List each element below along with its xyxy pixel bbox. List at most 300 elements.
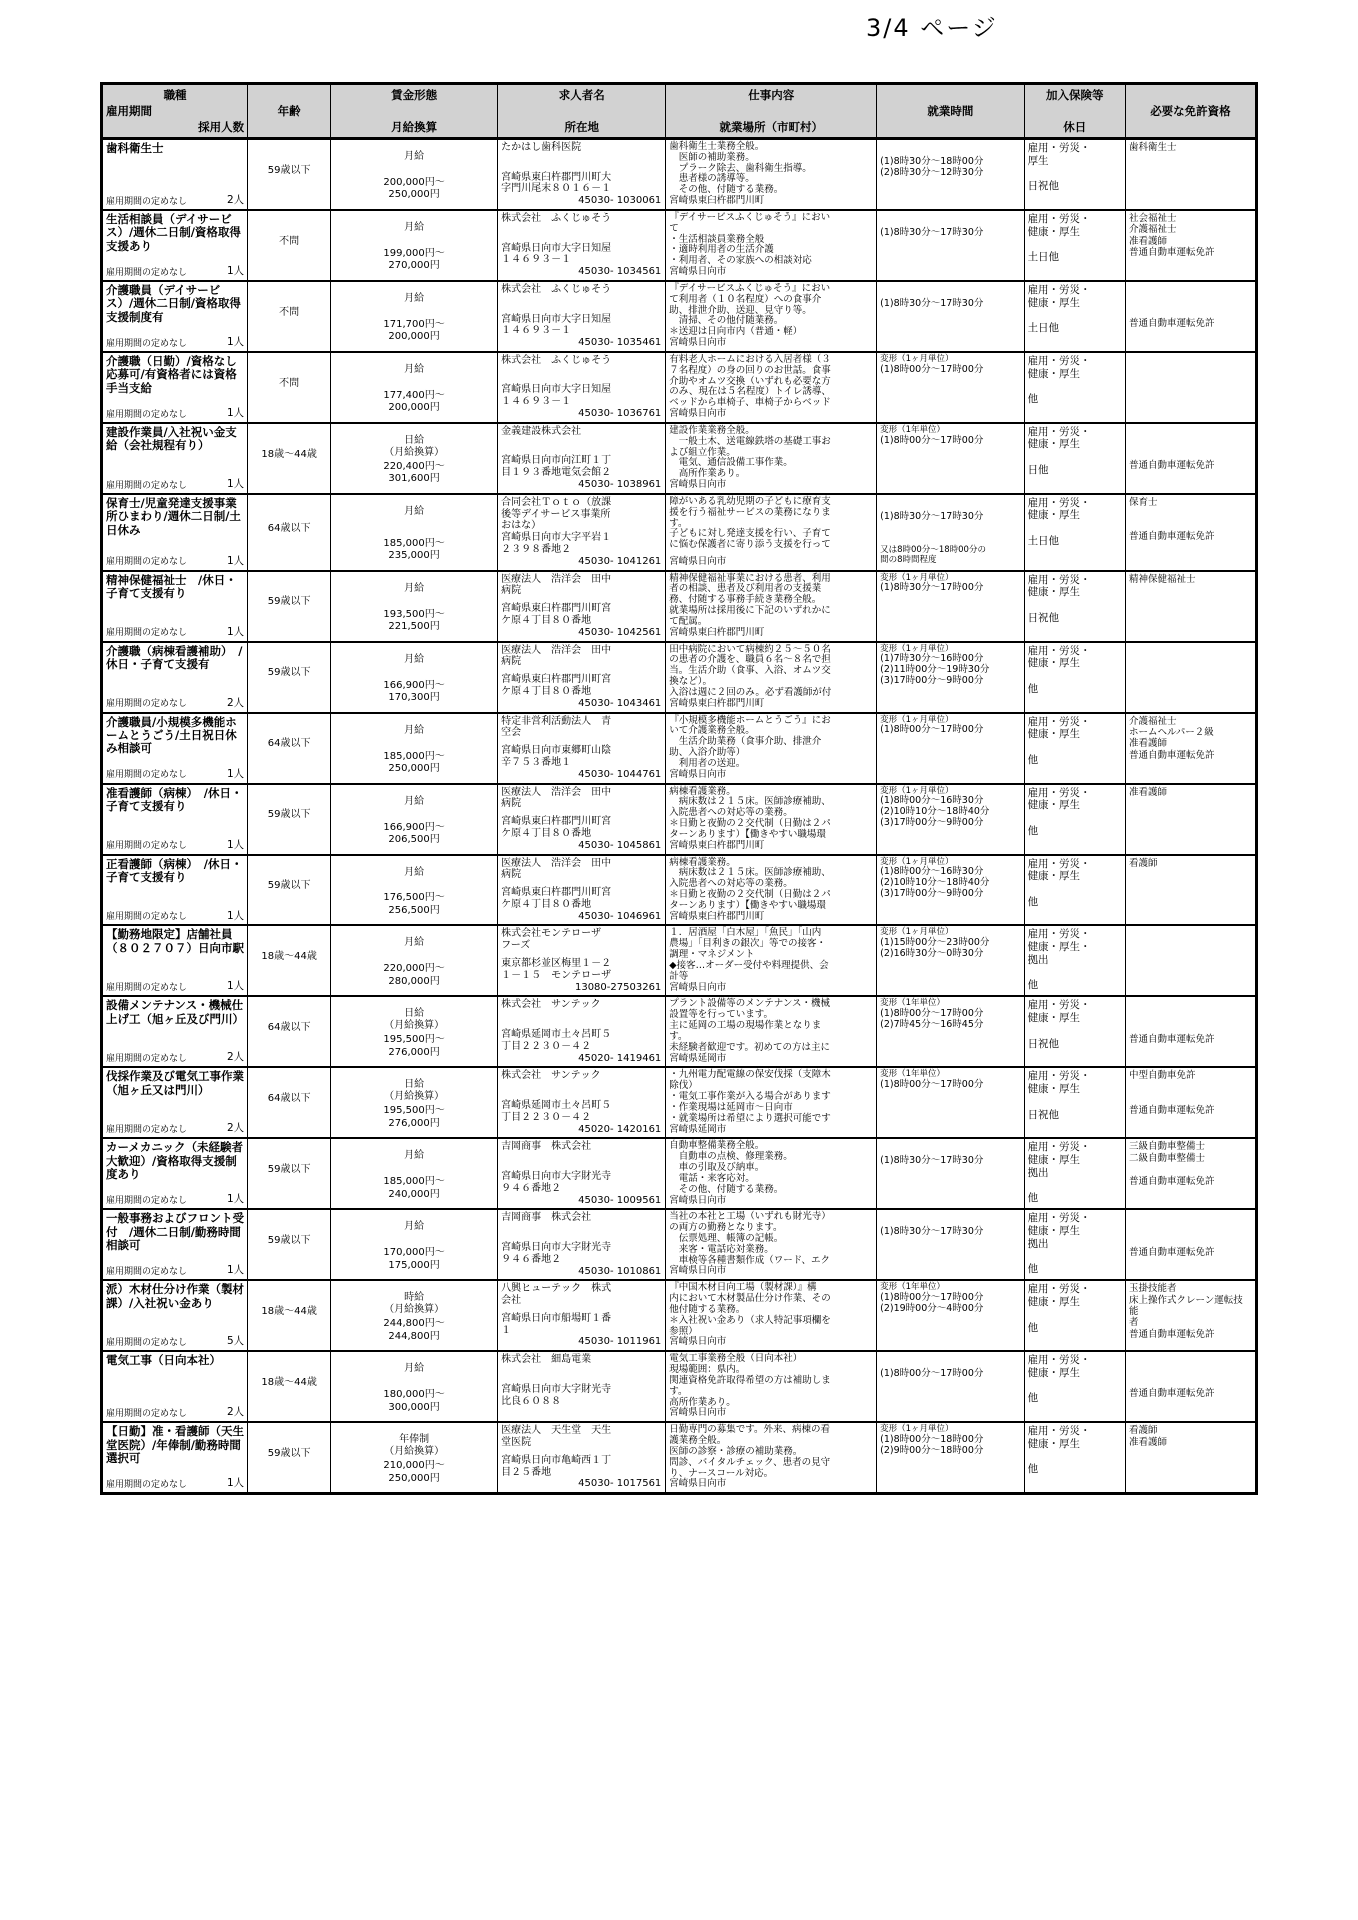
job-title: 【勤務地限定】店舗社員（８０２７０７）日向市駅 <box>106 927 244 955</box>
holiday: 土日他 <box>1027 535 1060 548</box>
hire-count: 5人 <box>226 1335 245 1348</box>
job-listing-code: 45030- 1017561 <box>578 1478 662 1490</box>
wage-form <box>404 937 424 949</box>
job-description-line: 来客・電話応対業務。 <box>669 1243 774 1255</box>
employer-cell <box>498 211 666 280</box>
employer-name-line: 株式会社 サンテック <box>501 1070 601 1082</box>
employer-name <box>501 1354 662 1366</box>
employment-period-row <box>106 556 244 568</box>
job-type-cell <box>103 1139 248 1208</box>
job-description-line: 換など）。 <box>669 676 713 688</box>
job-description-line: 生活介助業務（食事介助、排泄介 <box>669 736 822 748</box>
hours-schedule-type: 変形（1ヶ月単位） <box>880 572 954 583</box>
job-description-line: 『デイサービスふくじゅそう』におい <box>669 282 831 294</box>
job-type-cell <box>103 282 248 351</box>
job-description-line: ベッドから車椅子、車椅子からベッド <box>669 397 831 409</box>
employer-address-line: 宮崎県東臼杵郡門川町宮 <box>501 816 612 828</box>
age-value: 59歳以下 <box>267 164 311 176</box>
wage-form-line: 月給 <box>404 1363 425 1375</box>
job-listing-code: 45030- 1042561 <box>578 626 662 638</box>
wage-form-line: 日給 <box>404 1008 425 1020</box>
job-description-line: 助、入浴介助等） <box>669 747 746 759</box>
licenses-cell <box>1126 643 1255 712</box>
job-description-line: 他付随する業務。 <box>669 1303 746 1315</box>
job-description-line: 一般土木、送電線鉄塔の基礎工事お <box>669 435 831 447</box>
license-line <box>1129 520 1252 531</box>
age-value: 64歳以下 <box>267 1022 311 1034</box>
job-description-line: ・就業場所は希望により選択可能です <box>669 1112 831 1124</box>
wage-amount-line: 200,000円 <box>388 331 440 343</box>
employer-name-line: 八興ヒューテック 株式 <box>501 1283 612 1295</box>
job-description-line: いて介護業務全般。 <box>669 725 755 737</box>
job-description-line: 車の引取及び納車。 <box>669 1162 765 1174</box>
hours-schedule-type: 変形（1年単位） <box>880 1069 946 1080</box>
insurance-line: 雇用・労災・ <box>1027 142 1091 154</box>
wage-form <box>404 867 424 879</box>
job-type-cell <box>103 1423 248 1492</box>
employer-address <box>501 532 662 556</box>
employer-address-line: 宮崎県日向市向江町１丁 <box>501 455 612 467</box>
license-line <box>1129 1354 1252 1365</box>
wage-amount-line: 193,500円〜 <box>383 608 445 620</box>
work-hours-line: (2)10時10分〜18時40分 <box>880 877 990 889</box>
wage-cell <box>331 140 498 209</box>
job-description <box>669 858 873 912</box>
insurance-cell <box>1025 1281 1126 1350</box>
job-description <box>669 1283 873 1337</box>
holiday: 他 <box>1027 824 1039 837</box>
age-cell <box>248 140 331 209</box>
work-place: 宮崎県東臼杵郡門川町 <box>669 697 765 709</box>
employer-address-line: 目２５番地 <box>501 1466 552 1478</box>
job-description-line: プラーク除去、歯科衛生指導。 <box>669 162 812 174</box>
wage-form-line: 月給 <box>404 151 425 162</box>
holiday: 日祝他 <box>1027 1037 1060 1050</box>
age-cell <box>248 1281 331 1350</box>
insurance-cell <box>1025 1068 1126 1137</box>
work-hours <box>880 1156 1020 1167</box>
license-line: 床上操作式クレーン運転技能 <box>1128 1294 1243 1318</box>
wage-cell <box>331 643 498 712</box>
employment-period-row <box>106 1478 244 1490</box>
employer-address-line: 宮崎県日向市大字財光寺 <box>501 1241 612 1253</box>
insurance <box>1028 355 1122 380</box>
holiday: 他 <box>1027 1263 1039 1276</box>
employer-address-line: １４６９３－１ <box>501 396 572 408</box>
job-description-line: 利用者の送迎。 <box>669 757 746 769</box>
employer-address-line: ケ原４丁目８０番地 <box>501 898 592 910</box>
job-listing-code: 45030- 1030061 <box>578 195 662 207</box>
table-row <box>103 282 1255 353</box>
job-description-line: 歯科衛生士業務全般。 <box>669 141 765 152</box>
work-hours-cell <box>877 643 1024 712</box>
licenses-cell <box>1126 572 1255 641</box>
employer-cell <box>498 1352 666 1421</box>
wage-form <box>404 1150 424 1162</box>
job-description-line: す。 <box>669 517 688 529</box>
hours-schedule-type: 変形（1ヶ月単位） <box>880 643 954 654</box>
employment-period-row <box>106 337 244 349</box>
job-description-line: 内において木材製品仕分け作業、その <box>669 1293 831 1305</box>
insurance-line: 健康・厚生 <box>1027 225 1081 238</box>
employer-name-line: おはな） <box>501 520 542 532</box>
work-hours <box>880 1293 1020 1315</box>
wage-amount-line: 256,500円 <box>388 904 440 916</box>
wage-amount-line: 301,600円 <box>388 473 440 485</box>
employer-address <box>501 1242 662 1266</box>
table-row <box>103 424 1255 495</box>
hours-schedule-type: 変形（1ヶ月単位） <box>880 785 954 796</box>
job-description-line: 農場」「目利きの銀次」等での接客・ <box>669 938 827 950</box>
wage-amount <box>383 822 444 847</box>
wage-form-line: 月給 <box>404 582 425 594</box>
job-description-line: り、ナースコール対応。 <box>669 1467 774 1479</box>
insurance-cell <box>1025 1210 1126 1279</box>
hire-count: 1人 <box>226 1264 245 1277</box>
employment-period: 雇用期間の定めなし <box>106 841 188 852</box>
insurance-line: 拠出 <box>1027 1166 1049 1179</box>
job-description-line: 護業務全般。 <box>669 1435 727 1447</box>
work-hours <box>880 512 1020 523</box>
wage-amount <box>383 751 444 776</box>
wage-amount-line: 221,500円 <box>388 621 440 633</box>
work-hours <box>880 299 1020 310</box>
table-row <box>103 211 1255 282</box>
header-job-type <box>103 85 248 137</box>
holiday: 他 <box>1027 1192 1039 1205</box>
age-cell <box>248 211 331 280</box>
job-listing-code: 45030- 1034561 <box>578 266 662 278</box>
job-description <box>669 645 873 699</box>
employer-name-line: 株式会社モンテローザ <box>501 928 602 940</box>
header-employment-period-label: 雇用期間 <box>106 104 152 118</box>
insurance-line: 雇用・労災・ <box>1027 999 1091 1012</box>
license-line <box>1129 284 1252 295</box>
work-place: 宮崎県延岡市 <box>669 1123 727 1135</box>
job-listing-code: 45030- 1046961 <box>578 910 662 922</box>
header-job-description-label: 仕事内容 <box>748 88 795 102</box>
job-description <box>669 787 873 841</box>
licenses-cell <box>1126 1210 1255 1279</box>
job-description-line: ・電気工事作業が入る場合があります <box>669 1091 831 1103</box>
employment-period-row <box>106 627 244 639</box>
hire-count: 1人 <box>226 406 245 419</box>
employer-name-line: 株式会社 細島電業 <box>501 1354 592 1366</box>
age-value: 18歳〜44歳 <box>261 1306 317 1318</box>
hire-count: 1人 <box>226 767 245 780</box>
wage-form-line: 日給 <box>404 1079 425 1091</box>
age-cell <box>248 495 331 570</box>
work-hours <box>880 938 1020 960</box>
insurance <box>1028 1141 1122 1179</box>
wage-amount-line: 166,900円〜 <box>383 679 445 691</box>
employer-address-line: ２３９８番地２ <box>501 544 572 556</box>
work-hours <box>880 654 1020 686</box>
employment-period: 雇用期間の定めなし <box>106 1196 188 1207</box>
job-listing-code: 45030- 1043461 <box>578 697 662 709</box>
wage-amount <box>383 963 444 988</box>
age-value: 不問 <box>279 235 300 247</box>
work-hours-cell <box>877 926 1024 995</box>
job-description-line: 未経験者歓迎です。初めての方は主に <box>669 1041 831 1053</box>
job-description-line: ・利用者、その家族への相談対応 <box>669 255 812 267</box>
employment-period: 雇用期間の定めなし <box>106 983 188 994</box>
job-type-cell <box>103 714 248 783</box>
wage-amount-line: 220,000円〜 <box>383 963 445 975</box>
licenses-cell <box>1126 140 1255 209</box>
job-title: 一般事務およびフロント受付 /週休二日制/勤務時間相談可 <box>106 1211 244 1252</box>
wage-amount <box>383 892 444 917</box>
work-place: 宮崎県日向市 <box>669 1336 727 1348</box>
wage-form <box>404 293 424 305</box>
employer-address <box>501 1455 662 1479</box>
job-description-cell <box>666 643 877 712</box>
employment-period: 雇用期間の定めなし <box>106 699 188 710</box>
wage-amount-line: 200,000円〜 <box>383 176 445 188</box>
employment-period: 雇用期間の定めなし <box>106 1125 188 1136</box>
job-type-cell <box>103 572 248 641</box>
work-hours-cell <box>877 353 1024 422</box>
employer-address-line: 宮崎県日向市大字日知屋 <box>501 242 612 254</box>
employer-cell <box>498 714 666 783</box>
wage-form-line: 月給 <box>404 292 425 304</box>
employer-address <box>501 745 662 769</box>
insurance-line: 健康・厚生 <box>1027 438 1081 451</box>
license-line: 准看護師 <box>1128 1436 1167 1448</box>
job-description-line: プラント設備等のメンテナンス・機械 <box>669 998 831 1010</box>
insurance-cell <box>1025 353 1126 422</box>
wage-form <box>404 796 424 808</box>
job-description-line: 入浴は週に２回のみ。必ず看護師が付 <box>669 686 832 698</box>
employer-name-line: 株式会社 ふくじゅそう <box>501 283 612 295</box>
header-job-description <box>666 85 877 137</box>
license-line: 者 <box>1128 1317 1139 1329</box>
license-line: 精神保健福祉士 <box>1128 573 1196 585</box>
insurance-line: 雇用・労災・ <box>1027 1212 1091 1225</box>
job-description <box>669 1354 873 1408</box>
job-description-line: 『小規模多機能ホームとうごう』にお <box>669 714 831 726</box>
job-description-line: 主に延岡の工場の現場作業となりま <box>669 1020 822 1032</box>
insurance <box>1028 1212 1122 1250</box>
license-line: 普通自動車運転免許 <box>1128 749 1215 761</box>
hire-count: 1人 <box>226 335 245 348</box>
insurance <box>1028 716 1122 741</box>
work-place: 宮崎県東臼杵郡門川町 <box>669 839 765 851</box>
age-value: 64歳以下 <box>267 738 311 750</box>
work-hours <box>880 228 1020 239</box>
employment-period: 雇用期間の定めなし <box>106 338 188 349</box>
holiday: 他 <box>1027 393 1039 406</box>
header-work-place-label: 就業場所（市町村） <box>719 120 823 134</box>
work-hours <box>880 796 1020 828</box>
wage-amount-line: 244,800円〜 <box>383 1318 445 1330</box>
job-description-line: 調理・マネジメント <box>669 949 755 961</box>
insurance-line: 拠出 <box>1027 953 1049 966</box>
wage-amount-line: 176,500円〜 <box>383 892 445 904</box>
wage-amount-line: 270,000円 <box>388 260 440 272</box>
job-title: カーメカニック（未経験者大歓迎）/資格取得支援制度あり <box>106 1140 243 1182</box>
job-description-cell <box>666 1068 877 1137</box>
insurance-line: 健康・厚生・ <box>1027 941 1091 954</box>
employer-cell <box>498 1423 666 1492</box>
job-description-line: 援を行う福祉サービスの業務になりま <box>669 506 831 518</box>
license-line <box>1129 508 1252 519</box>
wage-amount <box>383 1318 444 1343</box>
licenses-cell <box>1126 1352 1255 1421</box>
job-description-cell <box>666 424 877 493</box>
license-line: 玉掛技能者 <box>1128 1283 1177 1295</box>
license-line: 普通自動車運転免許 <box>1128 460 1215 472</box>
wage-amount-line: 210,000円〜 <box>383 1460 445 1472</box>
work-hours-line: (2)7時45分〜16時45分 <box>880 1018 984 1030</box>
insurance <box>1028 645 1122 670</box>
licenses-cell <box>1126 785 1255 854</box>
wage-amount-line: 220,400円〜 <box>383 460 445 472</box>
wage-form-line: 月給 <box>404 653 425 665</box>
age-value: 64歳以下 <box>267 522 311 534</box>
license-line: 准看護師 <box>1128 786 1167 798</box>
job-description-line: 就業場所は採用後に下記のいずれかに <box>669 605 831 617</box>
work-hours <box>880 867 1020 899</box>
license-line: 准看護師 <box>1128 738 1167 750</box>
job-title: 介護職（日勤）/資格なし応募可/有資格者には資格手当支給 <box>106 353 237 395</box>
table-row <box>103 1210 1255 1281</box>
work-hours-line: (2)9時00分〜18時00分 <box>880 1444 984 1456</box>
licenses-cell <box>1126 353 1255 422</box>
job-description-line: 電気、通信設備工事作業。 <box>669 457 793 469</box>
employer-address <box>501 674 662 698</box>
insurance-line: 健康・厚生 <box>1027 296 1081 309</box>
wage-cell <box>331 572 498 641</box>
employer-address-line: 宮崎県日向市亀崎西１丁 <box>501 1454 612 1466</box>
employer-name-line: 病院 <box>501 656 522 668</box>
employer-name-line: 金義建設株式会社 <box>501 425 582 437</box>
age-value: 59歳以下 <box>267 809 311 821</box>
license-line <box>1129 437 1252 448</box>
wage-amount-line: 276,000円 <box>388 1046 440 1058</box>
insurance <box>1028 284 1122 309</box>
age-cell <box>248 572 331 641</box>
wage-form <box>404 151 424 163</box>
job-type-cell <box>103 643 248 712</box>
licenses-cell <box>1126 714 1255 783</box>
wage-amount-line: 195,500円〜 <box>383 1034 445 1046</box>
job-description-line: 設置等を行っています。 <box>669 1009 774 1021</box>
wage-amount-line: 244,800円 <box>388 1330 440 1342</box>
job-description-cell <box>666 856 877 925</box>
job-type-cell <box>103 140 248 209</box>
job-description-line: 介助やオムツ交換（いずれも必要な方 <box>669 375 831 387</box>
job-description-cell <box>666 353 877 422</box>
employer-name-line: 吉岡商事 株式会社 <box>501 1212 592 1224</box>
wage-form-line: （月給換算） <box>384 1446 445 1458</box>
employment-period-row <box>106 479 244 491</box>
job-description-line: ・生活相談員業務全般 <box>669 233 765 245</box>
employer-address <box>501 1100 662 1124</box>
wage-form-line: 月給 <box>404 866 425 878</box>
job-title: 派）木材仕分け作業（製材課）/入社祝い金あり <box>106 1282 244 1310</box>
wage-form-line: 月給 <box>404 1221 425 1233</box>
job-description-line: 除伐） <box>669 1080 698 1092</box>
job-type-cell <box>103 926 248 995</box>
wage-form <box>384 1079 444 1103</box>
job-description <box>669 716 873 770</box>
work-hours-cell <box>877 1352 1024 1421</box>
hours-schedule-type: 変形（1年単位） <box>880 998 946 1009</box>
employer-cell <box>498 1068 666 1137</box>
license-line <box>1129 1212 1252 1223</box>
employer-name <box>501 1212 662 1224</box>
wage-form <box>404 583 424 595</box>
work-hours-line: (1)8時30分〜17時30分 <box>880 1155 984 1167</box>
job-title: 電気工事（日向本社） <box>106 1353 221 1368</box>
wage-cell <box>331 1068 498 1137</box>
hire-count: 1人 <box>226 554 245 567</box>
employment-period-row <box>106 911 244 923</box>
insurance <box>1028 858 1122 883</box>
insurance-line: 雇用・労災・ <box>1027 283 1091 296</box>
insurance-cell <box>1025 643 1126 712</box>
employer-cell <box>498 140 666 209</box>
hours-schedule-type: 変形（1ヶ月単位） <box>880 927 954 938</box>
table-body <box>103 140 1255 1492</box>
employer-name-line: 後等デイサービス事業所 <box>501 508 611 520</box>
job-type-cell <box>103 785 248 854</box>
work-hours <box>880 1369 1020 1380</box>
work-hours-line: (1)8時00分〜17時00分 <box>880 434 984 446</box>
employer-address-line: 東京都杉並区梅里１－２ <box>501 958 612 970</box>
work-hours <box>880 1009 1020 1031</box>
insurance-line: 雇用・労災・ <box>1027 496 1091 509</box>
holiday: 他 <box>1027 753 1039 766</box>
age-value: 18歳〜44歳 <box>261 448 317 460</box>
employer-name-line: 株式会社 ふくじゅそう <box>501 354 612 366</box>
license-line: 歯科衛生士 <box>1128 142 1177 153</box>
insurance <box>1028 928 1122 966</box>
license-line: 社会福祉士 <box>1128 212 1177 224</box>
job-description-line: のみ、現在は５名程度）トイレ誘導、 <box>669 386 831 398</box>
job-description-line: 日勤専門の募集です。外来、病棟の看 <box>669 1424 831 1436</box>
job-description-line: 病床数は２１５床。医師診療補助、 <box>669 867 831 879</box>
insurance <box>1028 213 1122 238</box>
hire-count: 2人 <box>226 696 245 709</box>
work-place: 宮崎県日向市 <box>669 479 727 491</box>
employer-cell <box>498 1281 666 1350</box>
wage-cell <box>331 211 498 280</box>
insurance-line: 雇用・労災・ <box>1027 1141 1091 1154</box>
job-description-line: て配属。 <box>669 615 708 627</box>
insurance-line: 雇用・労災・ <box>1027 573 1091 586</box>
holiday: 他 <box>1027 979 1039 992</box>
employer-address-line: ケ原４丁目８０番地 <box>501 685 592 697</box>
job-type-cell <box>103 1210 248 1279</box>
job-description-line: ＊日勤と夜勤の２交代制（日勤は２パ <box>669 888 831 900</box>
job-description-line: 当社の本社と工場（いずれも財光寺） <box>669 1211 831 1223</box>
work-place: 宮崎県日向市 <box>669 337 727 349</box>
job-title: 介護職員/小規模多機能ホームとうごう/土日祝日休み相談可 <box>106 714 237 756</box>
wage-amount-line: 185,000円〜 <box>383 1176 445 1188</box>
table-row <box>103 495 1255 572</box>
wage-amount <box>383 538 444 563</box>
job-description-line: １．居酒屋「白木屋」「魚民」「山内 <box>669 927 822 939</box>
wage-form <box>404 364 424 376</box>
work-hours-line: (1)15時00分〜23時00分 <box>880 937 990 949</box>
employer-address <box>501 816 662 840</box>
wage-form-line: 月給 <box>404 1150 425 1162</box>
header-location-label: 所在地 <box>564 120 599 134</box>
wage-amount-line: 199,000円〜 <box>383 247 445 259</box>
wage-form-line: 月給 <box>404 724 425 736</box>
